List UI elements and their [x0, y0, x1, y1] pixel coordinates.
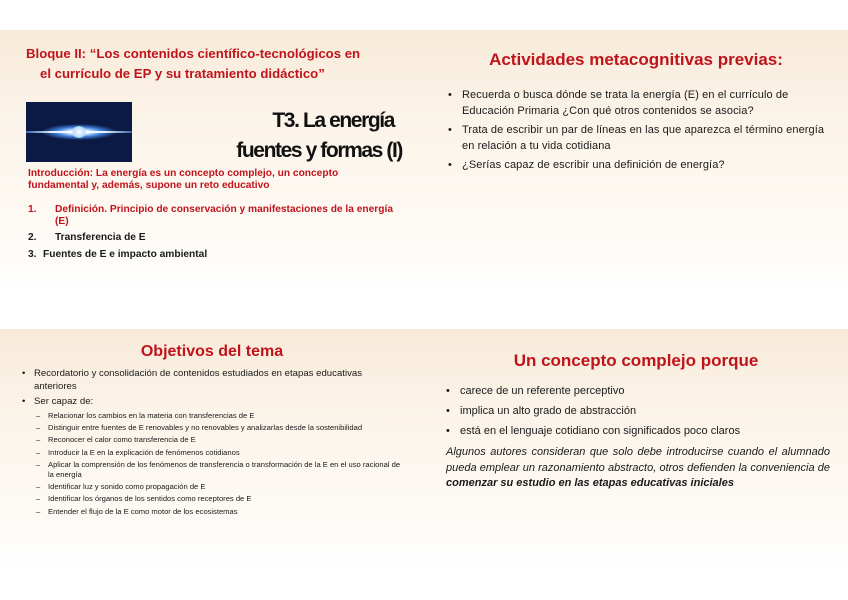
bullet-icon: • — [448, 159, 452, 171]
dash-icon: – — [36, 494, 41, 504]
list-item — [22, 367, 407, 393]
block-title — [26, 44, 418, 84]
topic-heading-line-1: T3. La energía — [272, 109, 394, 132]
slide-objectives — [0, 329, 424, 569]
sub-objective-list — [34, 411, 407, 517]
authors-paragraph-text: Algunos autores consideran que solo debe introducirse cuando el alumnado pueda emplear un razonamiento abstracto, otros defienden la conveniencia de — [446, 446, 830, 474]
topic-item-text: Fuentes de E e impacto ambiental — [43, 249, 208, 260]
activity-list — [448, 88, 838, 178]
sub-list-item — [34, 460, 407, 480]
list-item-text: Ser capaz de: — [34, 396, 94, 407]
topic-item-number: 2. — [28, 232, 37, 243]
sub-list-item — [34, 494, 407, 504]
slide-metacognitive — [424, 30, 848, 294]
list-item-text: Recuerda o busca dónde se trata la energía (E) en el currículo de Educación Primaria ¿Con qué otros contenidos se asocia? — [462, 89, 789, 117]
topic-item — [28, 232, 398, 244]
bullet-icon: • — [448, 124, 452, 136]
sub-list-item — [34, 448, 407, 458]
bullet-icon: • — [446, 405, 450, 417]
sub-list-item-text: Identificar los órganos de los sentidos como receptores de E — [48, 494, 252, 504]
sub-list-item — [34, 411, 407, 421]
sub-list-item — [34, 423, 407, 433]
list-item-text: ¿Serías capaz de escribir una definición de energía? — [462, 159, 725, 171]
electric-spark-image — [26, 102, 132, 162]
sub-list-item-text: Aplicar la comprensión de los fenómenos de transferencia o transformación de la E en el uso racional de la energía — [48, 459, 401, 480]
sub-list-item-text: Reconocer el calor como transferencia de E — [48, 435, 196, 445]
bullet-icon: • — [446, 425, 450, 437]
topic-item-text: Transferencia de E — [55, 232, 146, 243]
list-item — [448, 88, 838, 119]
sub-list-item-text: Distinguir entre fuentes de E renovables y no renovables y analizarlas desde la sostenibilidad — [48, 423, 363, 433]
list-item-text: carece de un referente perceptivo — [460, 385, 625, 397]
objective-list — [22, 367, 407, 519]
block-title-line-2: el currículo de EP y su tratamiento didáctico” — [40, 66, 325, 81]
sub-list-item — [34, 507, 407, 517]
dash-icon: – — [36, 447, 41, 457]
topic-heading-line-2: fuentes y formas (I) — [236, 139, 402, 162]
sub-list-item-text: Relacionar los cambios en la materia con transferencias de E — [48, 411, 255, 420]
topic-item-text: Definición. Principio de conservación y manifestaciones de la energía (E) — [55, 204, 393, 227]
slide-title: Objetivos del tema — [140, 343, 284, 360]
intro-text: Introducción: La energía es un concepto complejo, un concepto fundamental y, además, supone un reto educativo — [28, 168, 339, 191]
authors-paragraph-emphasis: comenzar su estudio en las etapas educativas iniciales — [446, 477, 734, 489]
list-item — [448, 158, 838, 174]
list-item — [446, 384, 836, 399]
sub-list-item — [34, 435, 407, 445]
list-item — [22, 395, 407, 517]
list-item — [448, 123, 838, 154]
authors-paragraph — [446, 445, 830, 492]
sub-list-item-text: Entender el flujo de la E como motor de los ecosistemas — [48, 506, 238, 516]
list-item-text: implica un alto grado de abstracción — [460, 405, 637, 417]
dash-icon: – — [36, 482, 41, 492]
list-item-text: Recordatorio y consolidación de contenidos estudiados en etapas educativas anteriores — [34, 368, 363, 392]
dash-icon: – — [36, 423, 41, 433]
slide-title: Actividades metacognitivas previas: — [489, 50, 783, 69]
bullet-icon: • — [22, 396, 26, 407]
dash-icon: – — [36, 459, 41, 469]
slide-intro — [0, 30, 424, 294]
reason-list — [446, 384, 836, 444]
topic-list — [28, 204, 398, 261]
dash-icon: – — [36, 506, 41, 516]
sub-list-item — [34, 482, 407, 492]
topic-item — [28, 249, 398, 261]
topic-heading — [236, 106, 402, 166]
list-item — [446, 404, 836, 419]
list-item-text: está en el lenguaje cotidiano con significados poco claros — [460, 425, 741, 437]
slide-title: Un concepto complejo porque — [513, 351, 759, 370]
list-item — [446, 424, 836, 439]
block-title-line-1: Bloque II: “Los contenidos científico-tecnológicos en — [26, 46, 361, 61]
dash-icon: – — [36, 411, 41, 420]
topic-item — [28, 204, 398, 228]
bullet-icon: • — [22, 368, 26, 379]
list-item-text: Trata de escribir un par de líneas en las que aparezca el término energía en relación a tu vida cotidiana — [462, 124, 825, 152]
dash-icon: – — [36, 435, 41, 445]
bullet-icon: • — [448, 89, 452, 101]
slide-complex-concept — [424, 329, 848, 569]
sub-list-item-text: Introducir la E en la explicación de fenómenos cotidianos — [48, 447, 240, 457]
topic-item-number: 3. — [28, 249, 37, 260]
bullet-icon: • — [446, 385, 450, 397]
sub-list-item-text: Identificar luz y sonido como propagación de E — [48, 482, 206, 492]
topic-item-number: 1. — [28, 204, 37, 215]
